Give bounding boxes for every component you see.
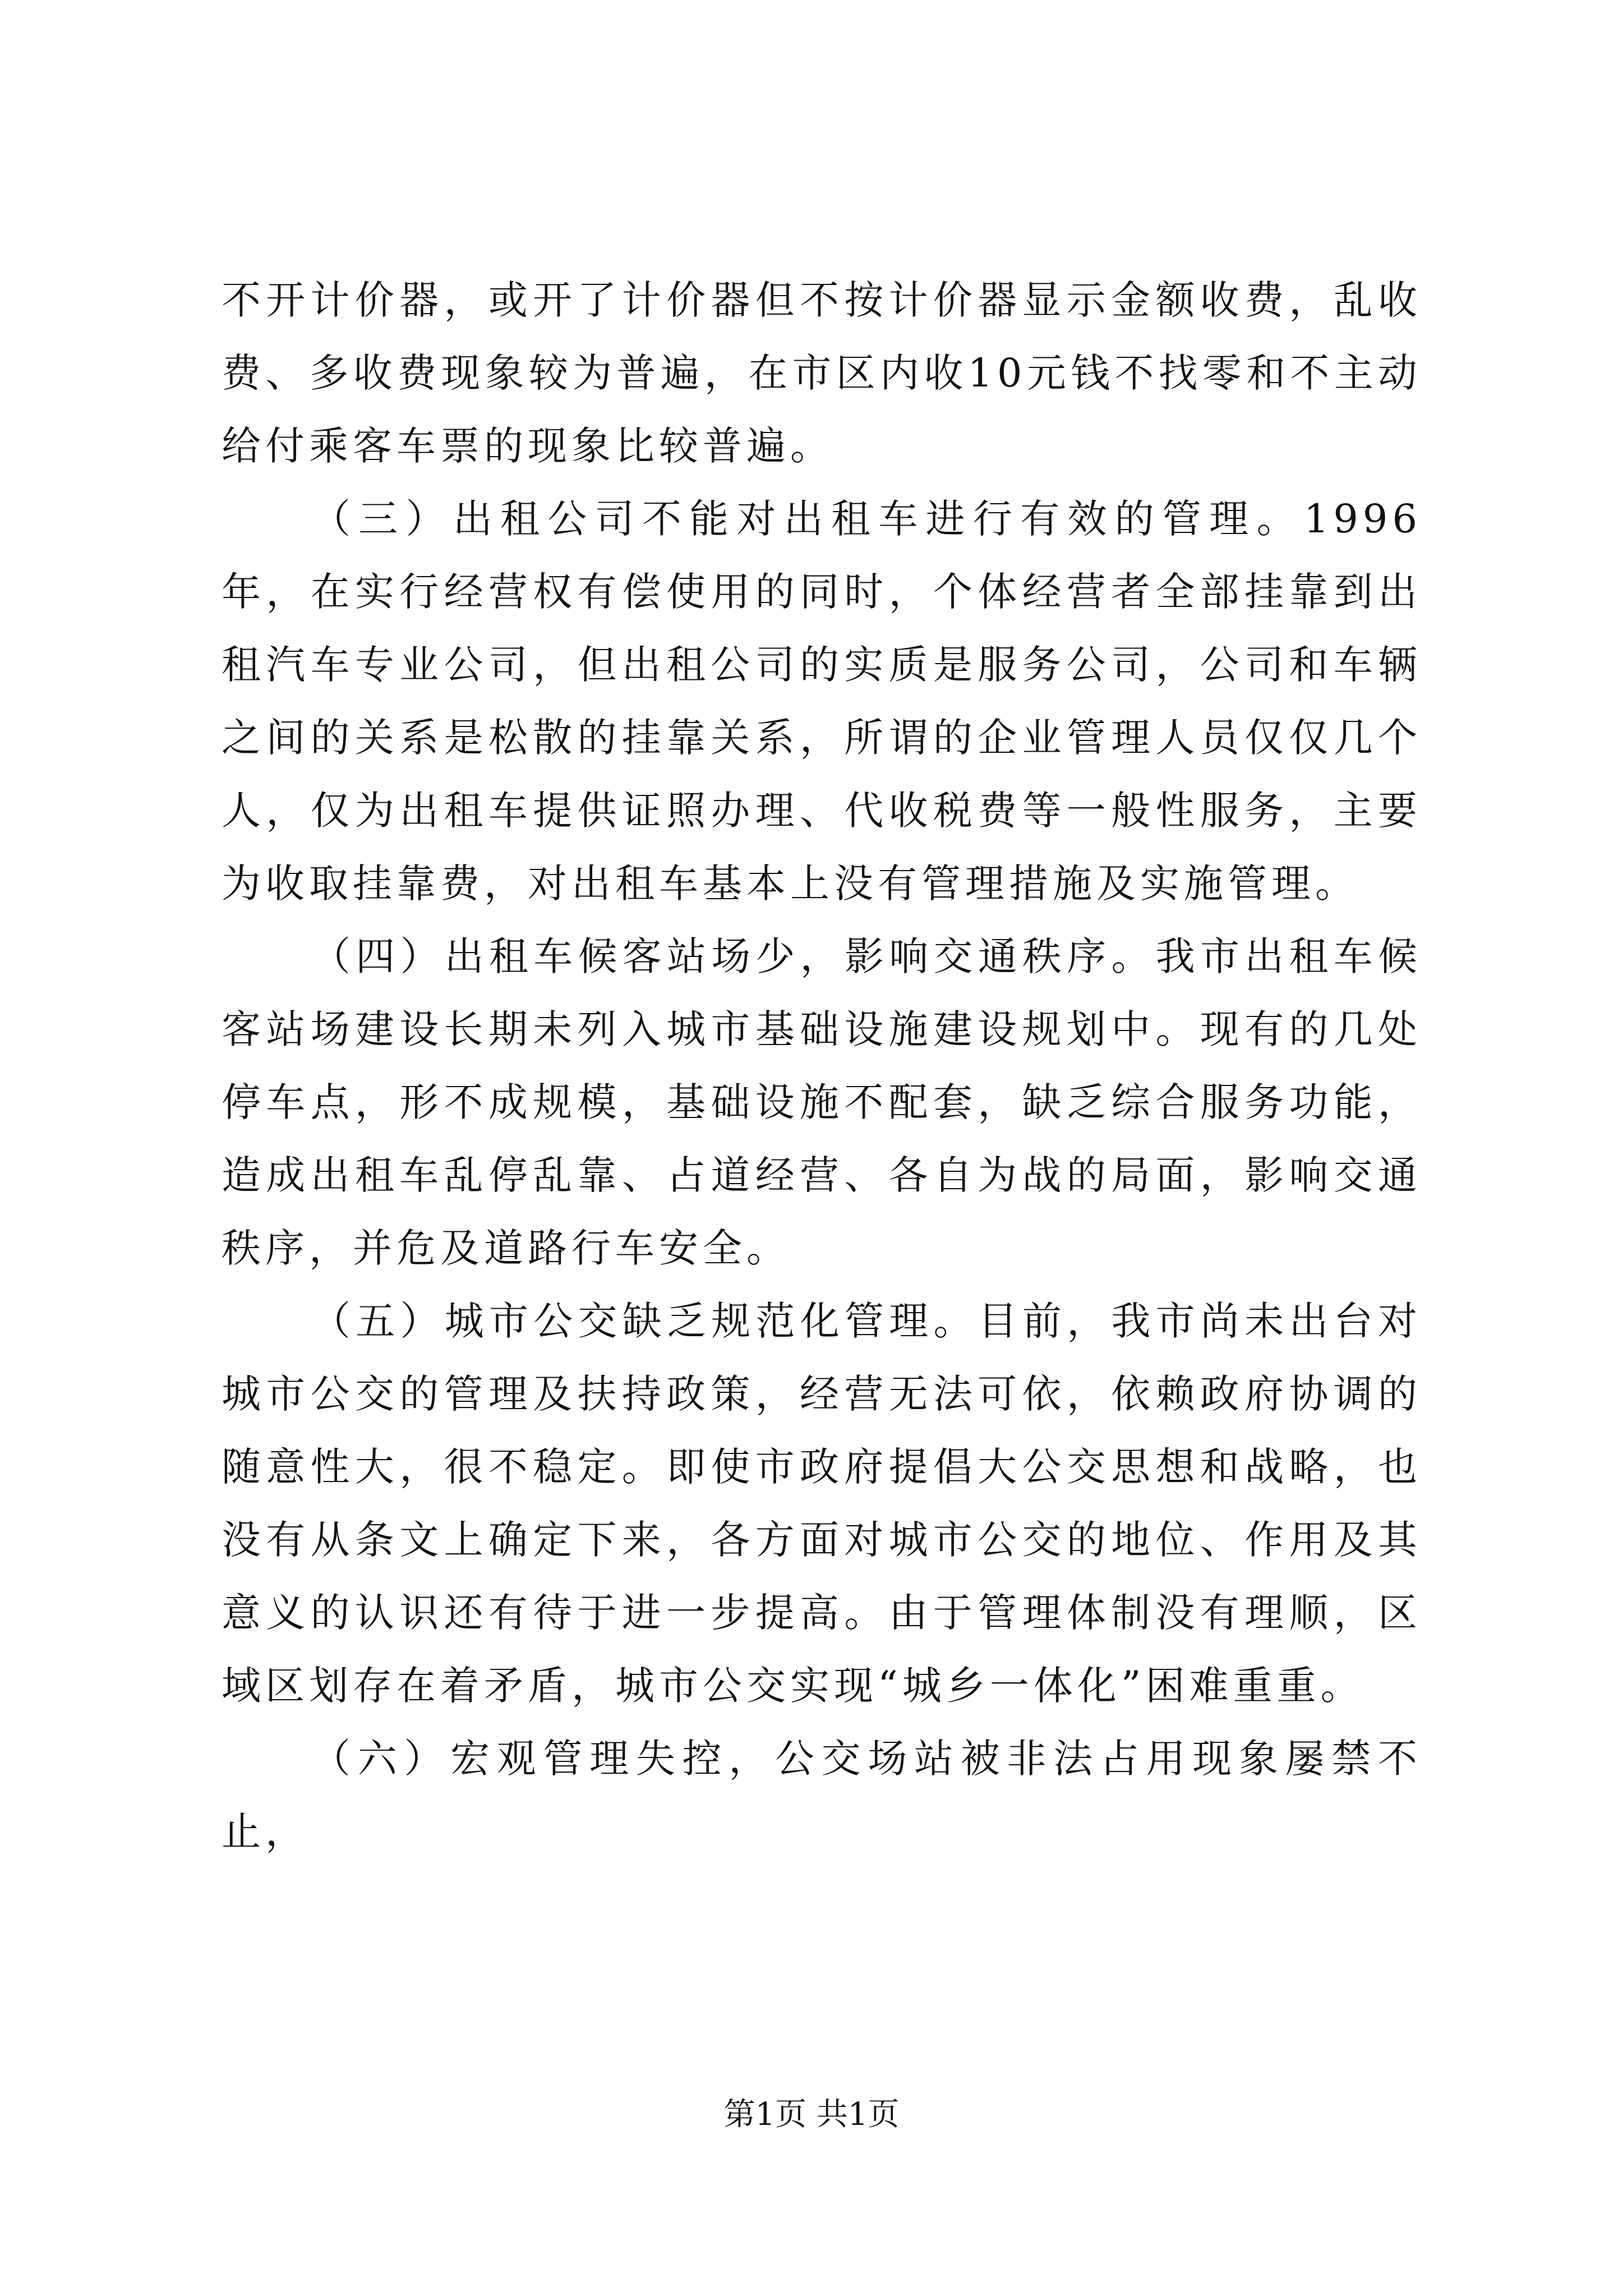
document-body <box>222 264 1422 1868</box>
paragraph-1: 不开计价器，或开了计价器但不按计价器显示金额收费，乱收费、多收费现象较为普遍，在市区内收10元钱不找零和不主动给付乘客车票的现象比较普遍。 <box>222 277 1422 469</box>
paragraph-2: （三）出租公司不能对出租车进行有效的管理。1996年，在实行经营权有偿使用的同时，个体经营者全部挂靠到出租汽车专业公司，但出租公司的实质是服务公司，公司和车辆之间的关系是松散的挂靠关系，所谓的企业管理人员仅仅几个人，仅为出租车提供证照办理、代收税费等一般性服务，主要为收取挂靠费，对出租车基本上没有管理措施及实施管理。 <box>222 496 1422 907</box>
paragraph-3: （四）出租车候客站场少，影响交通秩序。我市出租车候客站场建设长期未列入城市基础设施建设规划中。现有的几处停车点，形不成规模，基础设施不配套，缺乏综合服务功能，造成出租车乱停乱靠、占道经营、各自为战的局面，影响交通秩序，并危及道路行车安全。 <box>222 933 1422 1271</box>
page-footer <box>0 2095 1623 2134</box>
page-number: 第1页 共1页 <box>723 2096 900 2133</box>
paragraph-4: （五）城市公交缺乏规范化管理。目前，我市尚未出台对城市公交的管理及扶持政策，经营无法可依，依赖政府协调的随意性大，很不稳定。即使市政府提倡大公交思想和战略，也没有从条文上确定下来，各方面对城市公交的地位、作用及其意义的认识还有待于进一步提高。由于管理体制没有理顺，区域区划存在着矛盾，城市公交实现“城乡一体化”困难重重。 <box>222 1298 1422 1709</box>
paragraph-5: （六）宏观管理失控，公交场站被非法占用现象屡禁不止， <box>222 1736 1422 1855</box>
